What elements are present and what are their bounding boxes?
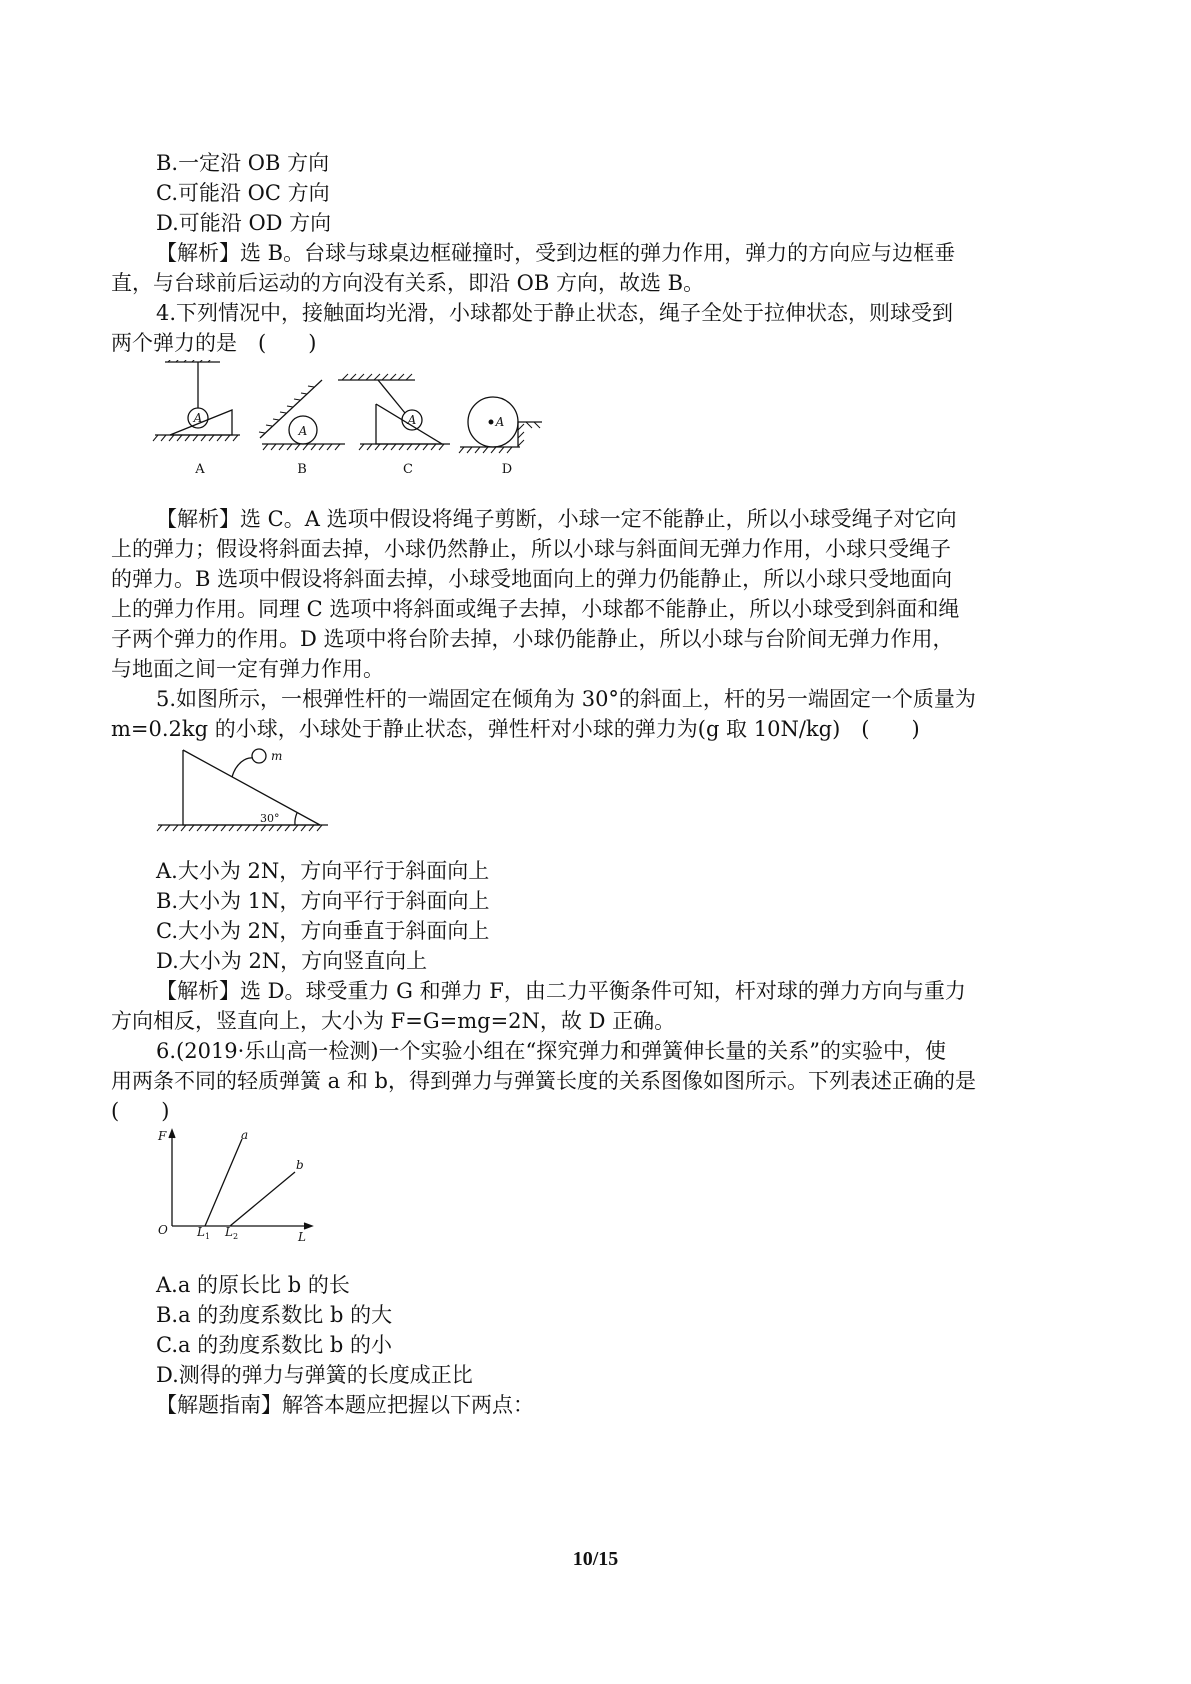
q6-guide: 【解题指南】解答本题应把握以下两点： <box>156 1393 534 1417</box>
q5-explanation-line-1: 【解析】选 D。球受重力 G 和弹力 F，由二力平衡条件可知，杆对球的弹力方向与重力 <box>156 979 966 1003</box>
q5-fig-rod <box>232 758 253 777</box>
q6-stem-line-2: 用两条不同的轻质弹簧 a 和 b，得到弹力与弹簧长度的关系图像如图所示。下列表述正确的是 <box>111 1069 976 1093</box>
q5-figure <box>150 745 340 840</box>
q6-graph-origin-label: O <box>158 1223 168 1237</box>
q6-option-a: A.a 的原长比 b 的长 <box>156 1273 350 1297</box>
q4-fig-label-b: B <box>297 462 307 477</box>
q6-graph-x-label: L <box>298 1230 306 1244</box>
q6-stem-line-1: 6.(2019·乐山高一检测)一个实验小组在“探究弹力和弹簧伸长量的关系”的实验中，使 <box>156 1039 947 1063</box>
q6-graph-l2-label: $L_2$ <box>225 1225 239 1241</box>
q4-fig-a <box>153 360 240 441</box>
q4-fig-label-a: A <box>195 462 205 477</box>
q4-fig-label-c: C <box>403 462 413 477</box>
q4-fig-c-ball-label: A <box>407 413 417 427</box>
q3-explanation-line-2: 直，与台球前后运动的方向没有关系，即沿 OB 方向，故选 B。 <box>111 271 705 295</box>
q5-option-b: B.大小为 1N，方向平行于斜面向上 <box>156 889 490 913</box>
q4-fig-d-ball-label: A <box>495 415 505 429</box>
q4-explanation-line-1: 【解析】选 C。A 选项中假设将绳子剪断，小球一定不能静止，所以小球受绳子对它向 <box>156 507 957 531</box>
q5-explanation-line-2: 方向相反，竖直向上，大小为 F=G=mg=2N，故 D 正确。 <box>111 1009 676 1033</box>
q3-option-b: B.一定沿 OB 方向 <box>156 151 330 175</box>
q5-fig-incline <box>183 750 320 825</box>
q5-fig-angle-label: 30° <box>260 812 280 825</box>
q6-graph-y-label: F <box>158 1129 167 1143</box>
q6-graph <box>150 1126 320 1246</box>
q5-fig-ball <box>252 749 266 763</box>
q4-stem-line-1: 4.下列情况中，接触面均光滑，小球都处于静止状态，绳子全处于拉伸状态，则球受到 <box>156 301 954 325</box>
q4-fig-c <box>338 374 450 450</box>
q5-stem-line-2: m=0.2kg 的小球，小球处于静止状态，弹性杆对小球的弹力为(g 取 10N/kg) ( ) <box>111 717 920 741</box>
q4-explanation-line-2: 上的弹力；假设将斜面去掉，小球仍然静止，所以小球与斜面间无弹力作用，小球只受绳子 <box>111 537 951 561</box>
q5-fig-mass-label: m <box>271 749 283 763</box>
q4-fig-label-d: D <box>501 462 513 477</box>
q6-option-d: D.测得的弹力与弹簧的长度成正比 <box>156 1363 473 1387</box>
q4-fig-b-ball-label: A <box>298 424 308 438</box>
q5-option-d: D.大小为 2N，方向竖直向上 <box>156 949 428 973</box>
q5-option-a: A.大小为 2N，方向平行于斜面向上 <box>156 859 490 883</box>
q6-graph-l1-label: $L_1$ <box>197 1225 211 1241</box>
q6-option-b: B.a 的劲度系数比 b 的大 <box>156 1303 393 1327</box>
q4-explanation-line-3: 的弹力。B 选项中假设将斜面去掉，小球受地面向上的弹力仍能静止，所以小球只受地面向 <box>111 567 953 591</box>
q6-graph-line-b-label: b <box>296 1158 304 1172</box>
q6-stem-line-3: ( ) <box>111 1099 170 1123</box>
q4-stem-line-2: 两个弹力的是 ( ) <box>111 331 317 355</box>
q3-option-c: C.可能沿 OC 方向 <box>156 181 330 205</box>
q6-option-c: C.a 的劲度系数比 b 的小 <box>156 1333 392 1357</box>
q5-stem-line-1: 5.如图所示，一根弹性杆的一端固定在倾角为 30°的斜面上，杆的另一端固定一个质量为 <box>156 687 976 711</box>
q6-graph-line-a-label: a <box>241 1128 249 1142</box>
q4-figure <box>150 360 550 485</box>
q3-option-d: D.可能沿 OD 方向 <box>156 211 332 235</box>
q5-option-c: C.大小为 2N，方向垂直于斜面向上 <box>156 919 490 943</box>
q6-graph-line-a <box>205 1139 242 1226</box>
q4-explanation-line-5: 子两个弹力的作用。D 选项中将台阶去掉，小球仍能静止，所以小球与台阶间无弹力作用， <box>111 627 954 651</box>
q4-fig-b <box>259 380 345 450</box>
q4-fig-a-ball-label: A <box>193 411 203 425</box>
q6-graph-line-b <box>230 1172 295 1226</box>
q4-explanation-line-4: 上的弹力作用。同理 C 选项中将斜面或绳子去掉，小球都不能静止，所以小球受到斜面和绳 <box>111 597 960 621</box>
page-number: 10/15 <box>572 1548 619 1570</box>
q4-explanation-line-6: 与地面之间一定有弹力作用。 <box>111 657 384 681</box>
q3-explanation-line-1: 【解析】选 B。台球与球桌边框碰撞时，受到边框的弹力作用，弹力的方向应与边框垂 <box>156 241 956 265</box>
